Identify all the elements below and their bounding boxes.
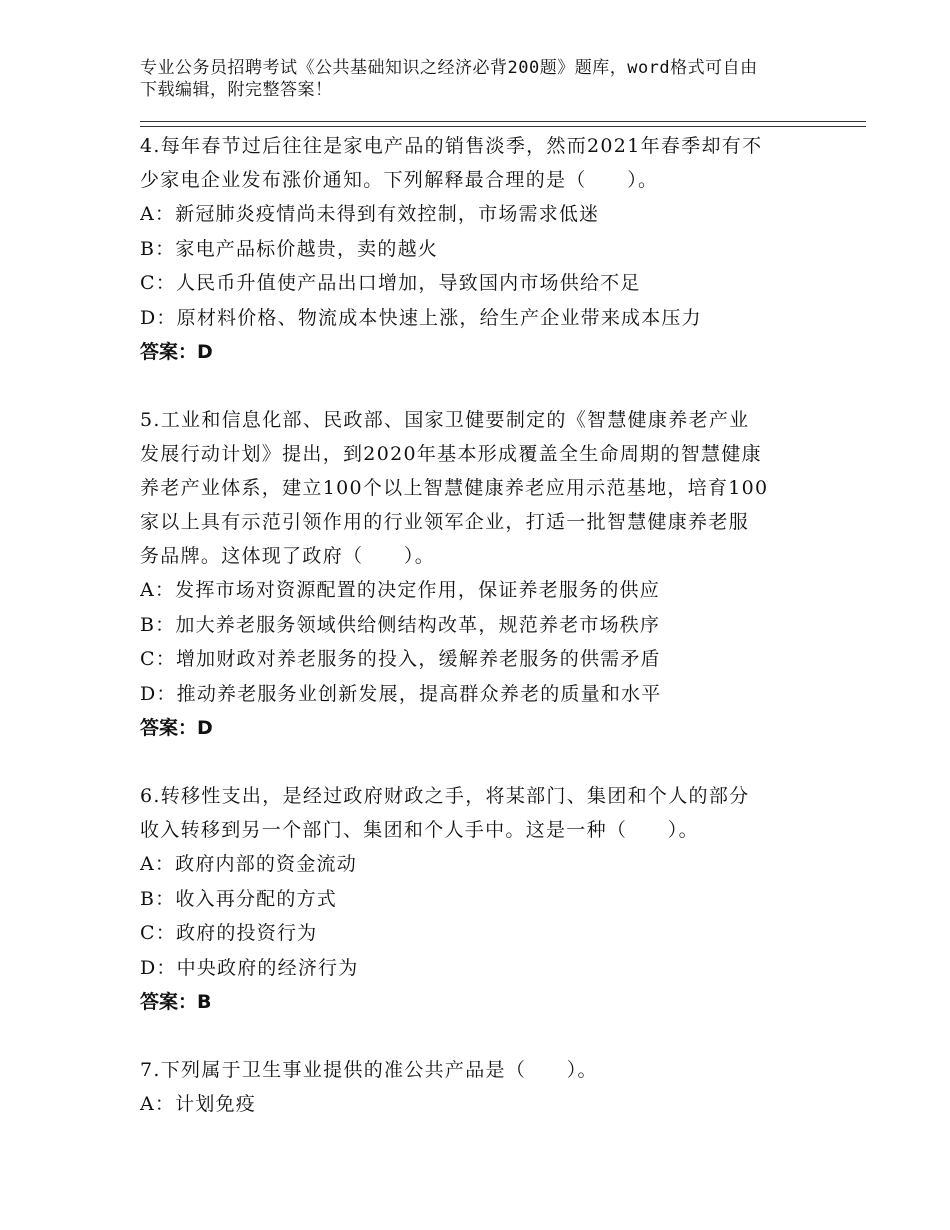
option-d: D：推动养老服务业创新发展，提高群众养老的质量和水平: [140, 682, 662, 705]
option-a: A：计划免疫: [140, 1093, 256, 1115]
question-stem-line: 收入转移到另一个部门、集团和个人手中。这是一种（ ）。: [140, 819, 699, 841]
question-stem-line: 7.下列属于卫生事业提供的准公共产品是（ ）。: [140, 1059, 598, 1081]
option-c: C：人民币升值使产品出口增加，导致国内市场供给不足: [140, 272, 641, 294]
question-stem-line: 发展行动计划》提出，到2020年基本形成覆盖全生命周期的智慧健康: [140, 443, 762, 465]
answer-label: 答案：D: [140, 341, 213, 363]
document-header: [140, 57, 830, 101]
option-a: A：新冠肺炎疫情尚未得到有效控制，市场需求低迷: [140, 203, 600, 225]
question-stem-line: 务品牌。这体现了政府（ ）。: [140, 545, 436, 567]
option-a: A：政府内部的资金流动: [140, 853, 357, 875]
question-stem-line: 6.转移性支出，是经过政府财政之手，将某部门、集团和个人的部分: [140, 785, 750, 807]
answer-label: 答案：D: [140, 717, 213, 739]
header-line-2: 下载编辑，附完整答案！: [140, 80, 333, 100]
option-a: A：发挥市场对资源配置的决定作用，保证养老服务的供应: [140, 579, 660, 601]
question-spacer: [140, 745, 830, 779]
answer-label: 答案：B: [140, 991, 212, 1013]
question-stem-line: 家以上具有示范引领作用的行业领军企业，打适一批智慧健康养老服: [140, 511, 750, 533]
question-7: [140, 1053, 830, 1122]
question-spacer: [140, 369, 830, 403]
option-c: C：政府的投资行为: [140, 922, 318, 944]
question-stem-line: 少家电企业发布涨价通知。下列解释最合理的是（ ）。: [140, 169, 659, 191]
question-stem-line: 4.每年春节过后往往是家电产品的销售淡季，然而2021年春季却有不: [140, 135, 763, 157]
question-stem-line: 养老产业体系，建立100个以上智慧健康养老应用示范基地，培育100: [140, 477, 769, 499]
question-6: [140, 779, 830, 1019]
option-d: D：原材料价格、物流成本快速上涨，给生产企业带来成本压力: [140, 306, 702, 329]
option-b: B：收入再分配的方式: [140, 887, 337, 910]
option-d: D：中央政府的经济行为: [140, 956, 359, 979]
question-4: [140, 129, 830, 369]
question-spacer: [140, 1019, 830, 1053]
header-divider-bottom: [140, 126, 866, 127]
question-stem-line: 5.工业和信息化部、民政部、国家卫健要制定的《智慧健康养老产业: [140, 409, 750, 431]
question-5: [140, 403, 830, 745]
question-list: [140, 129, 830, 1122]
option-c: C：增加财政对养老服务的投入，缓解养老服务的供需矛盾: [140, 648, 661, 670]
header-divider-top: [140, 121, 866, 122]
option-b: B：家电产品标价越贵，卖的越火: [140, 237, 438, 260]
header-line-1: 专业公务员招聘考试《公共基础知识之经济必背200题》题库，word格式可自由: [140, 58, 758, 78]
option-b: B：加大养老服务领域供给侧结构改革，规范养老市场秩序: [140, 613, 661, 636]
